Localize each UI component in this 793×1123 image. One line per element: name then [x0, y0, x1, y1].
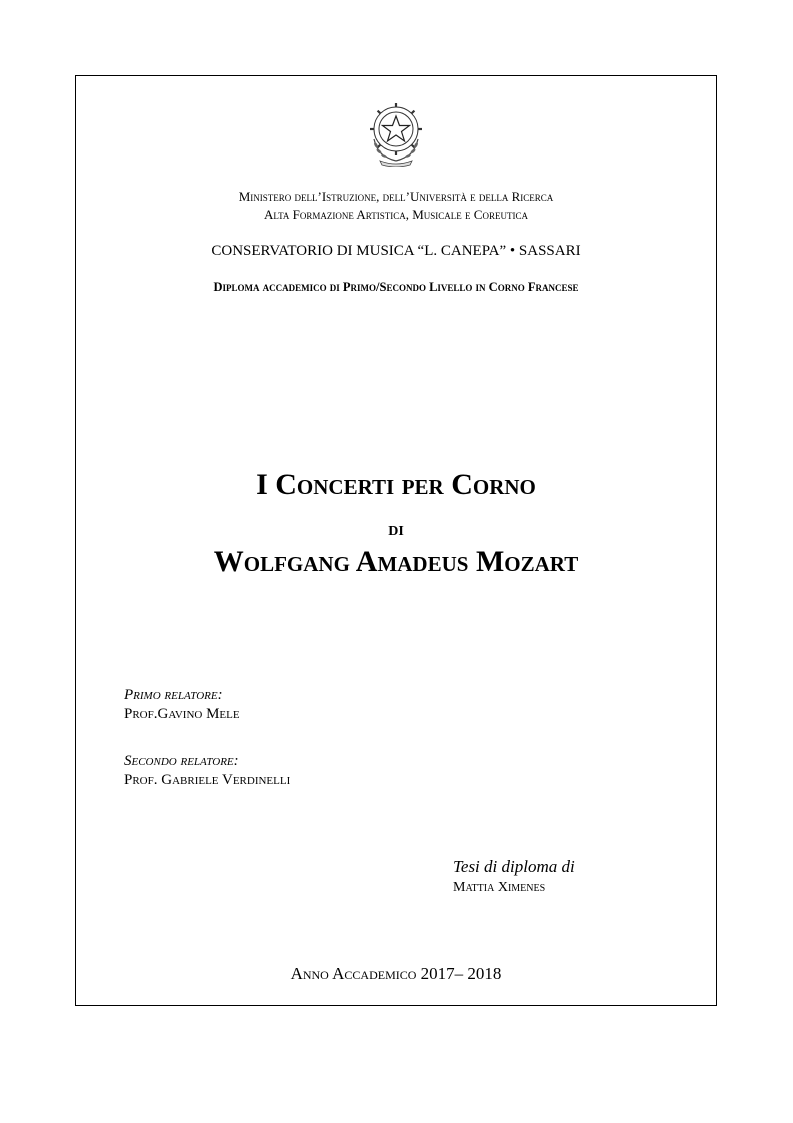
second-advisor-label: Secondo relatore:	[124, 753, 239, 769]
second-advisor	[124, 752, 290, 790]
thesis-author-block	[453, 856, 575, 898]
thesis-title-line-3: Wolfgang Amadeus Mozart	[213, 545, 579, 578]
first-advisor-label: Primo relatore:	[124, 687, 223, 703]
thesis-author: Mattia Ximenes	[453, 880, 546, 895]
thesis-title-line-1: I Concerti per Corno	[256, 468, 536, 501]
first-advisor-name: Prof.Gavino Mele	[124, 706, 240, 722]
thesis-title-line-2: di	[388, 518, 404, 540]
diploma-line: Diploma accademico di Primo/Secondo Livello in Corno Francese	[213, 280, 579, 294]
italian-republic-emblem-icon	[364, 95, 428, 167]
ministry-line-1: Ministero dell’Istruzione, dell’Università e della Ricerca	[238, 189, 554, 204]
conservatory-name: CONSERVATORIO DI MUSICA “L. CANEPA” • SASSARI	[211, 243, 581, 259]
ministry-line-2: Alta Formazione Artistica, Musicale e Coreutica	[264, 207, 528, 222]
first-advisor	[124, 686, 240, 724]
ministry-heading	[75, 188, 717, 224]
thesis-label: Tesi di diploma di	[453, 857, 575, 876]
academic-year: Anno Accademico 2017– 2018	[290, 964, 502, 983]
second-advisor-name: Prof. Gabriele Verdinelli	[124, 772, 291, 788]
